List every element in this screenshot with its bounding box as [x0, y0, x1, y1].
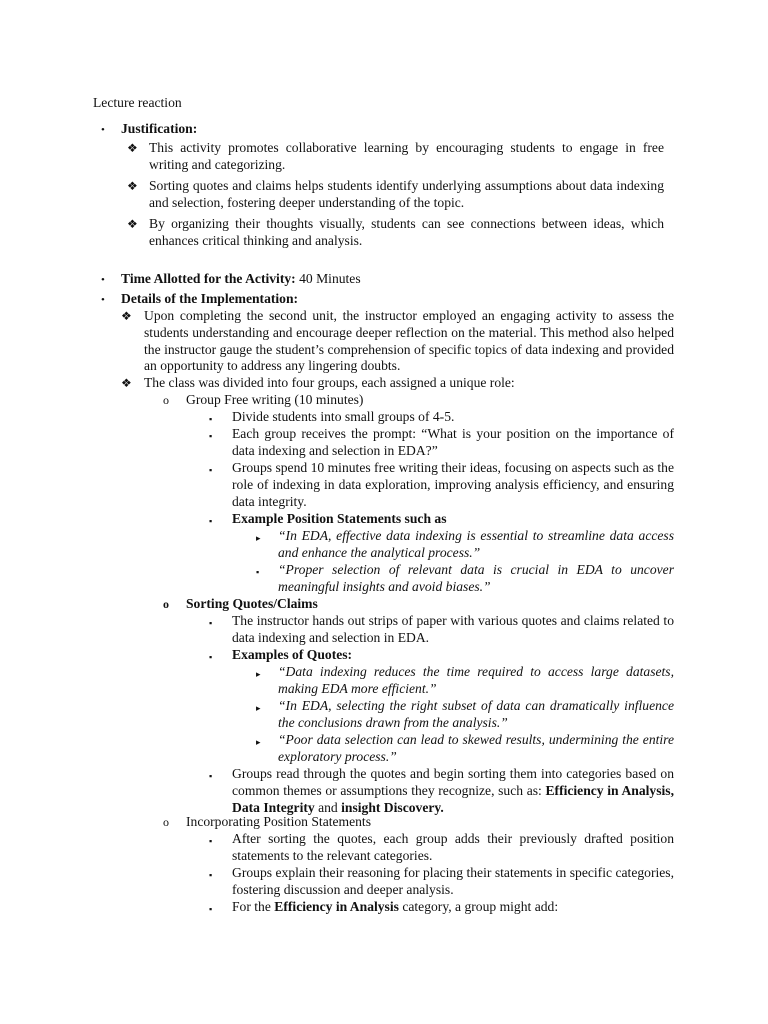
time-value: 40 Minutes	[295, 271, 361, 286]
sorting-read-sentence: Groups read through the quotes and begin sorting them into categories based on common themes or assumptions they recognize, such as:	[232, 766, 674, 798]
circle-bullet-icon: o	[163, 393, 169, 407]
diamond-bullet-icon: ❖	[127, 141, 138, 155]
square-bullet-icon: ▪	[209, 618, 213, 628]
incorporating-title: Incorporating Position Statements	[186, 814, 372, 829]
justification-item: Sorting quotes and claims helps students identify underlying assumptions about data indexing and selection, fostering deeper understanding of the topic.	[149, 178, 664, 210]
details-intro: Upon completing the second unit, the instructor employed an engaging activity to assess the students understanding and encourage deeper reflection on the material. This method also helped the instructor gauge the student’s comprehension of specific topics of data indexing and provided an opportunity to address any lingering doubts.	[144, 308, 674, 374]
quote-example: “Poor data selection can lead to skewed results, undermining the entire exploratory process.”	[278, 732, 674, 764]
sorting-title: Sorting Quotes/Claims	[186, 596, 318, 611]
examples-of-quotes-heading: Examples of Quotes:	[232, 647, 353, 662]
circle-bullet-icon: o	[163, 815, 169, 829]
square-bullet-icon: ▪	[209, 465, 213, 475]
last-bold: Efficiency in Analysis	[274, 899, 399, 914]
quote-example: “Data indexing reduces the time required to access large datasets, making EDA more efficient.”	[278, 664, 674, 696]
square-bullet-icon: ▪	[209, 870, 213, 880]
arrow-bullet-icon: ▸	[256, 737, 261, 747]
position-example: “In EDA, effective data indexing is essential to streamline data access and enhance the analytical process.”	[278, 528, 674, 560]
square-bullet-icon: ▪	[209, 431, 213, 441]
bullet-icon: •	[101, 274, 105, 286]
last-pre: For the	[232, 899, 275, 914]
free-writing-item: Divide students into small groups of 4-5.	[232, 409, 455, 424]
position-example: “Proper selection of relevant data is crucial in EDA to uncover meaningful insights and avoid biases.”	[278, 562, 674, 594]
time-allotted	[121, 271, 361, 288]
bullet-icon: •	[101, 124, 105, 136]
free-writing-item: Each group receives the prompt: “What is your position on the importance of data indexing and selection in EDA?”	[232, 426, 674, 458]
time-label: Time Allotted for the Activity:	[121, 271, 296, 286]
square-bullet-icon: ▪	[209, 771, 213, 781]
details-division: The class was divided into four groups, each assigned a unique role:	[144, 375, 515, 390]
last-post: category, a group might add:	[398, 899, 559, 914]
sorting-strips: The instructor hands out strips of paper with various quotes and claims related to data indexing and selection in EDA.	[232, 613, 674, 645]
category-efficiency-integrity: Efficiency in Analysis, Data Integrity	[232, 782, 674, 815]
square-bullet-icon: ▪	[209, 516, 213, 526]
justification-heading: Justification:	[121, 121, 198, 136]
arrow-bullet-icon: ▸	[256, 533, 261, 543]
justification-item: By organizing their thoughts visually, students can see connections between ideas, which enhances critical thinking and analysis.	[149, 216, 664, 248]
square-bullet-icon: ▪	[256, 567, 260, 577]
circle-bullet-icon: o	[163, 597, 169, 611]
free-writing-item: Groups spend 10 minutes free writing their ideas, focusing on aspects such as the role of indexing in data exploration, improving analysis efficiency, and ensuring data integrity.	[232, 460, 674, 509]
square-bullet-icon: ▪	[209, 652, 213, 662]
arrow-bullet-icon: ▸	[256, 669, 261, 679]
square-bullet-icon: ▪	[209, 414, 213, 424]
square-bullet-icon: ▪	[209, 836, 213, 846]
diamond-bullet-icon: ❖	[127, 217, 138, 231]
incorporating-last	[232, 899, 558, 916]
diamond-bullet-icon: ❖	[121, 376, 132, 390]
quote-example: “In EDA, selecting the right subset of data can dramatically influence the conclusions drawn from the analysis.”	[278, 698, 674, 730]
incorporating-item: Groups explain their reasoning for placing their statements in specific categories, fostering discussion and deeper analysis.	[232, 865, 674, 897]
category-insight: insight Discovery.	[341, 799, 444, 815]
bullet-icon: •	[101, 294, 105, 306]
sorting-read-text	[232, 766, 674, 816]
example-position-heading: Example Position Statements such as	[232, 511, 447, 526]
diamond-bullet-icon: ❖	[121, 309, 132, 323]
group-free-writing-title: Group Free writing (10 minutes)	[186, 392, 364, 407]
category-and: and	[314, 799, 342, 815]
details-heading: Details of the Implementation:	[121, 291, 299, 306]
square-bullet-icon: ▪	[209, 904, 213, 914]
diamond-bullet-icon: ❖	[127, 179, 138, 193]
page-header: Lecture reaction	[93, 95, 182, 110]
justification-item: This activity promotes collaborative learning by encouraging students to engage in free writing and categorizing.	[149, 140, 664, 172]
arrow-bullet-icon: ▸	[256, 703, 261, 713]
incorporating-item: After sorting the quotes, each group adds their previously drafted position statements to the relevant categories.	[232, 831, 674, 863]
